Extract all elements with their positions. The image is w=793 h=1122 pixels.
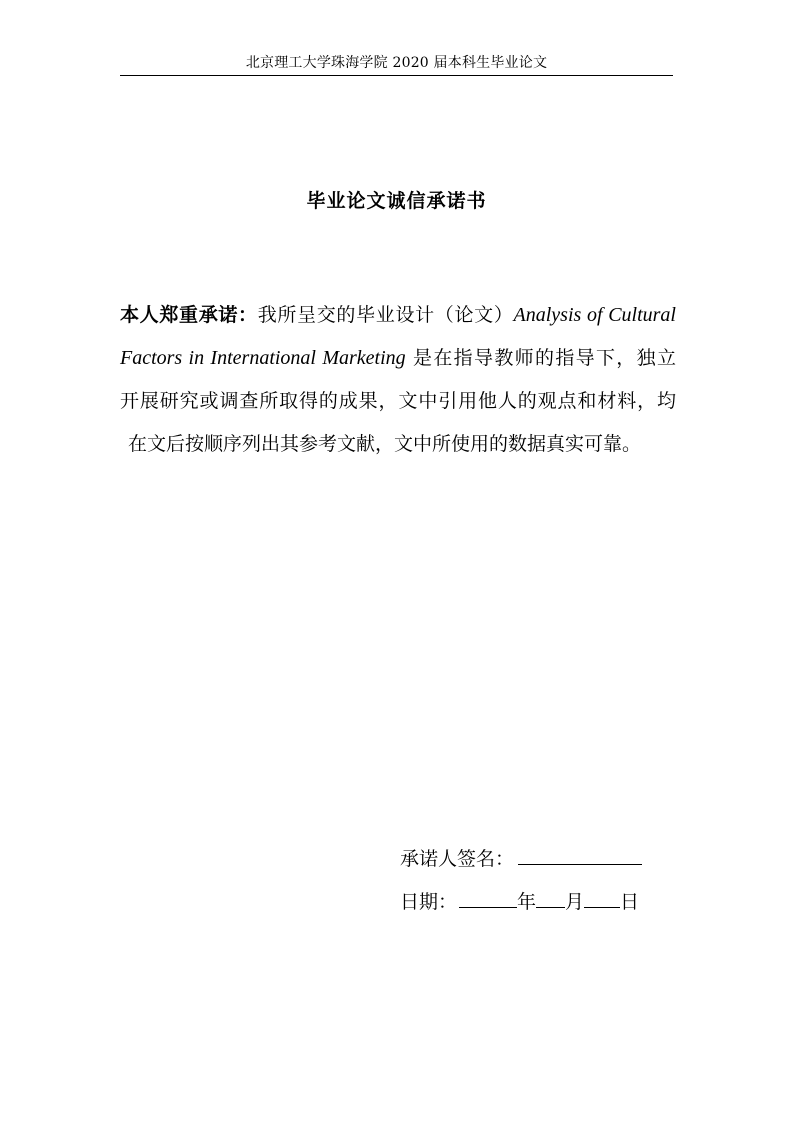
signer-label: 承诺人签名：	[400, 848, 515, 870]
header-text: 北京理工大学珠海学院 2020 届本科生毕业论文	[245, 55, 548, 71]
header-divider	[120, 75, 673, 76]
day-label: 日	[620, 891, 640, 913]
document-title: 毕业论文诚信承诺书	[306, 190, 487, 212]
day-field[interactable]	[584, 885, 620, 908]
pledge-line-2-text: 是在指导教师的指导下，独立	[413, 347, 676, 369]
signer-row	[400, 842, 642, 885]
thesis-title-part-2: Factors in International Marketing	[120, 347, 406, 369]
thesis-title-part-1: Analysis of Cultural	[513, 304, 676, 326]
pledge-line-3	[120, 386, 676, 429]
month-field[interactable]	[536, 885, 565, 908]
date-label: 日期：	[400, 891, 458, 913]
pledge-paragraph	[120, 300, 676, 472]
year-label: 年	[517, 891, 537, 913]
date-row	[400, 885, 642, 928]
signature-field[interactable]	[518, 842, 642, 865]
pledge-line-3-text: 开展研究或调查所取得的成果，文中引用他人的观点和材料，均	[120, 390, 676, 412]
pledge-line-1	[120, 300, 676, 343]
pledge-lead: 本人郑重承诺：	[120, 304, 258, 326]
pledge-line-4	[120, 429, 676, 472]
signature-block	[400, 842, 642, 928]
pledge-line-4-text: 在文后按顺序列出其参考文献，文中所使用的数据真实可靠。	[128, 433, 642, 455]
pledge-line-2	[120, 343, 676, 386]
month-label: 月	[565, 891, 585, 913]
year-field[interactable]	[459, 885, 517, 908]
pledge-line-1-text: 我所呈交的毕业设计（论文）	[257, 304, 514, 326]
page-header	[120, 54, 673, 72]
